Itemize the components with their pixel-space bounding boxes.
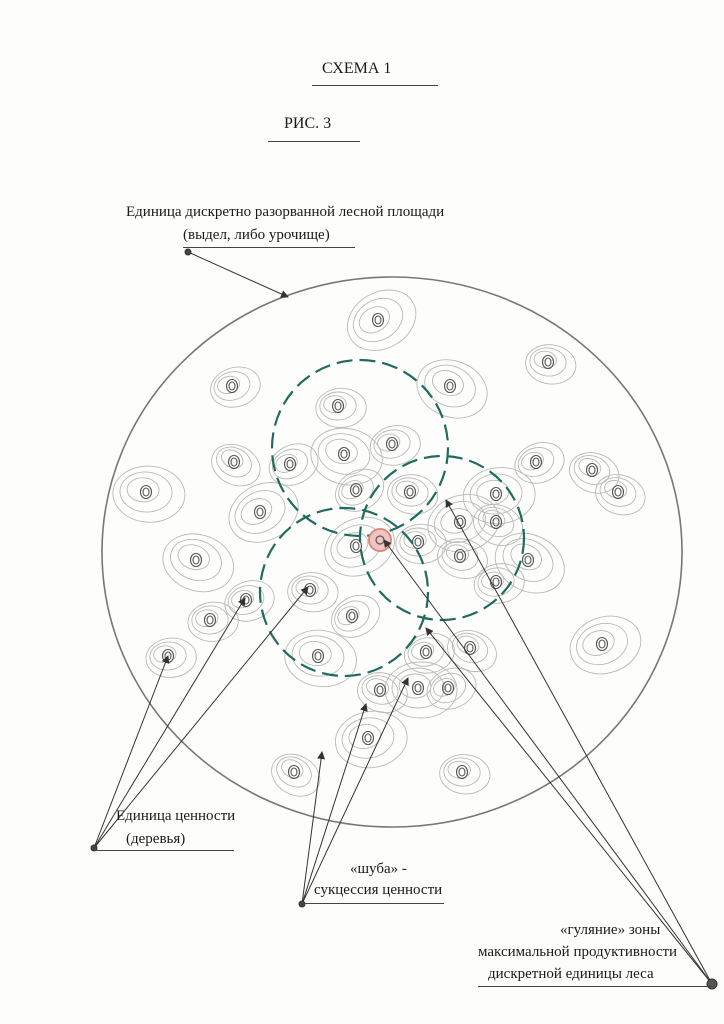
figure-label-underline <box>268 141 360 142</box>
area-label-line1: Единица дискретно разорванной лесной площади <box>126 204 445 220</box>
coat-swirl <box>359 672 401 708</box>
coat-label-line1: «шуба» - <box>350 861 407 877</box>
coat-swirl <box>571 617 633 671</box>
coat-swirl <box>339 477 367 503</box>
coat-swirl <box>355 301 395 338</box>
scheme-title-underline <box>312 85 438 86</box>
zones-label-line2: максимальной продуктивности <box>478 944 678 960</box>
arrow-area <box>188 252 288 297</box>
figure-label: РИС. 3 <box>284 115 332 132</box>
scheme-title: СХЕМА 1 <box>322 60 392 77</box>
coat-swirl <box>335 603 363 628</box>
tree-mark <box>599 640 605 648</box>
coat-swirl <box>430 496 491 548</box>
tree-mark <box>545 358 551 366</box>
tree-mark <box>257 508 263 516</box>
tree-mark <box>375 316 381 324</box>
tree-mark <box>349 612 355 620</box>
zones-label-line3: дискретной единицы леса <box>488 966 654 982</box>
tree-mark <box>533 458 539 466</box>
coat-swirl <box>333 469 378 511</box>
arrow-coat-dot <box>299 901 305 907</box>
tree-mark <box>457 552 463 560</box>
tree-mark <box>229 382 235 390</box>
coat-swirl <box>315 506 404 586</box>
value-label-line2: (деревья) <box>126 831 186 847</box>
tree-mark <box>353 486 359 494</box>
arrow-zones-dot <box>707 979 717 989</box>
zone-circle-top <box>272 360 448 536</box>
coat-swirl <box>419 358 482 414</box>
arrow-zones-2 <box>446 500 712 984</box>
coat-swirl <box>324 587 387 645</box>
tree-mark <box>287 460 293 468</box>
tree-mark <box>335 402 341 410</box>
productivity-zones <box>260 360 524 676</box>
arrow-area-dot <box>185 249 191 255</box>
tree-mark <box>415 684 421 692</box>
coat-swirl <box>496 530 560 589</box>
tree-mark <box>415 538 421 546</box>
arrow-zones-1 <box>384 540 712 984</box>
zones-label-underline <box>478 986 712 987</box>
coat-swirl <box>219 471 309 554</box>
zone-center-mark <box>369 529 391 551</box>
value-label-underline <box>94 850 234 851</box>
coat-swirl <box>421 661 483 717</box>
area-label-line2: (выдел, либо урочище) <box>183 227 330 243</box>
coat-label-line2: сукцессия ценности <box>314 882 443 898</box>
tree-mark <box>423 648 429 656</box>
tree-mark <box>365 734 371 742</box>
tree-mark <box>291 768 297 776</box>
tree-mark <box>389 440 395 448</box>
tree-mark <box>589 466 595 474</box>
tree-mark <box>525 556 531 564</box>
coat-swirl <box>514 443 558 482</box>
zone-circle-left <box>260 508 428 676</box>
coat-swirl <box>237 494 276 530</box>
area-label-underline <box>183 247 355 248</box>
zones-label-line1: «гуляние» зоны <box>560 922 661 938</box>
value-label-line1: Единица ценности <box>116 808 236 824</box>
coat-swirl <box>191 605 229 635</box>
tree-mark <box>353 542 359 550</box>
coat-swirl <box>468 471 524 516</box>
tree-mark <box>459 768 465 776</box>
tree-mark <box>493 578 499 586</box>
tree-mark <box>143 488 149 496</box>
coat-swirl <box>336 278 426 362</box>
tree-mark <box>315 652 321 660</box>
coat-swirl <box>328 461 391 520</box>
tree-mark <box>493 490 499 498</box>
coat-swirl <box>439 538 481 573</box>
tree-mark <box>447 382 453 390</box>
tree-mark <box>207 616 213 624</box>
coat-swirl <box>390 476 430 509</box>
coat-swirl <box>289 632 347 680</box>
tree-mark <box>467 644 473 652</box>
tree-mark <box>615 488 621 496</box>
tree-mark <box>377 686 383 694</box>
coat-label-underline <box>302 903 444 904</box>
tree-mark <box>445 684 451 692</box>
tree-mark <box>231 458 237 466</box>
coat-swirl <box>314 429 373 479</box>
tree-mark <box>193 556 199 564</box>
tree-mark <box>341 450 347 458</box>
tree-mark <box>493 518 499 526</box>
coat-swirl <box>211 368 254 405</box>
coat-swirl <box>528 346 568 378</box>
tree-mark <box>407 488 413 496</box>
coat-swirl <box>329 595 374 637</box>
